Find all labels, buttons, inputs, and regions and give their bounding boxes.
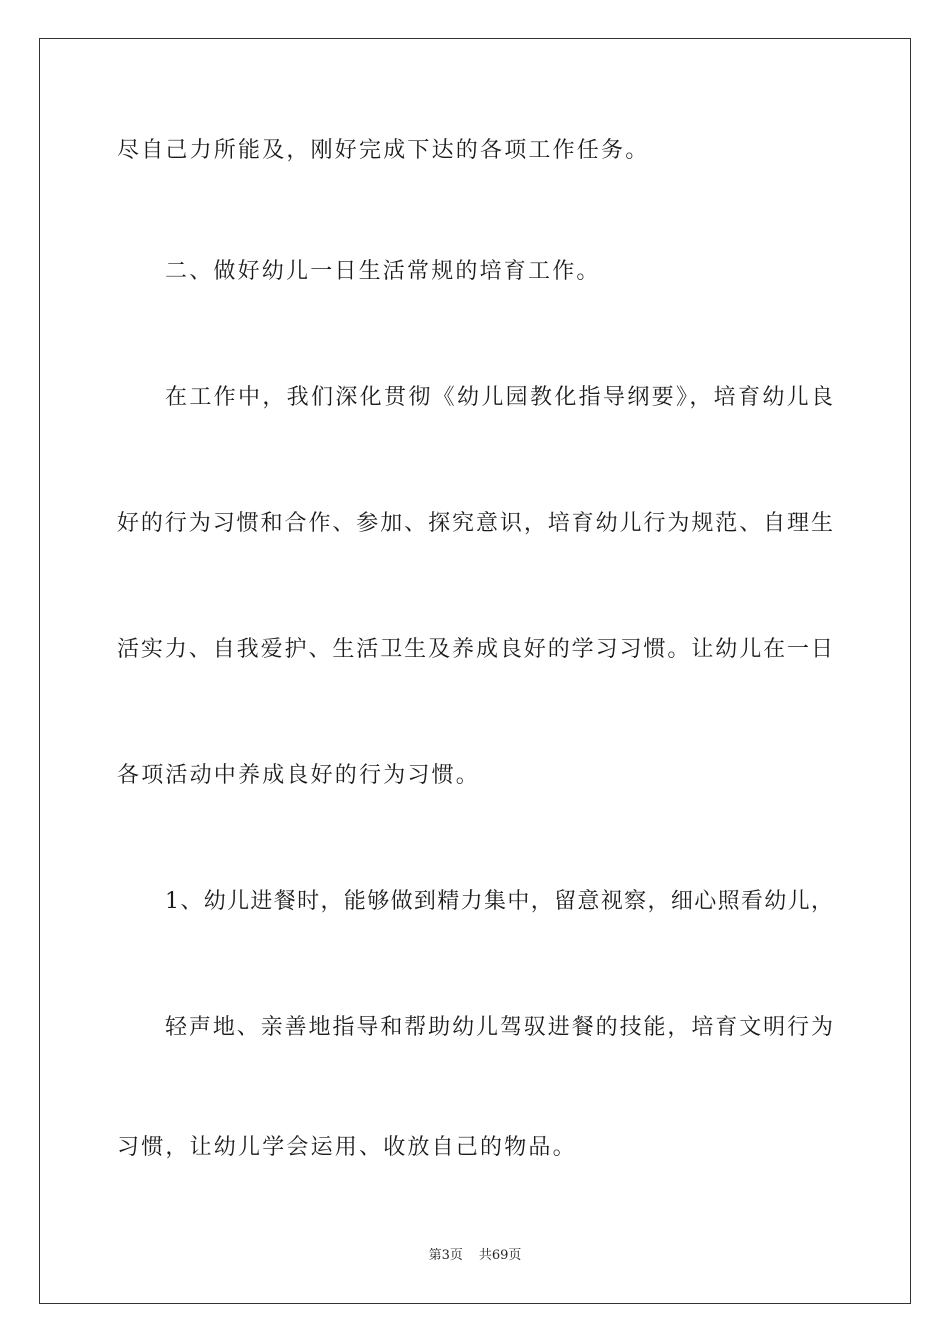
paragraph-line: 在工作中，我们深化贯彻《幼儿园教化指导纲要》，培育幼儿良: [165, 385, 833, 410]
page-frame: [39, 38, 911, 1304]
paragraph-line: 各项活动中养成良好的行为习惯。: [117, 763, 481, 788]
paragraph-line: 好的行为习惯和合作、参加、探究意识，培育幼儿行为规范、自理生: [117, 511, 833, 536]
page-number: 第3页: [428, 1248, 463, 1263]
paragraph-line: 1、幼儿进餐时，能够做到精力集中，留意视察，细心照看幼儿，: [165, 889, 833, 914]
section-heading: 二、做好幼儿一日生活常规的培育工作。: [165, 259, 601, 284]
page-footer: [0, 1248, 950, 1264]
paragraph-line: 轻声地、亲善地指导和帮助幼儿驾驭进餐的技能，培育文明行为: [165, 1015, 833, 1040]
paragraph-line: 活实力、自我爱护、生活卫生及养成良好的学习习惯。让幼儿在一日: [117, 637, 833, 662]
paragraph-line: 习惯，让幼儿学会运用、收放自己的物品。: [117, 1135, 577, 1160]
paragraph-line: 尽自己力所能及，刚好完成下达的各项工作任务。: [117, 138, 650, 163]
page-total: 共69页: [478, 1248, 522, 1263]
